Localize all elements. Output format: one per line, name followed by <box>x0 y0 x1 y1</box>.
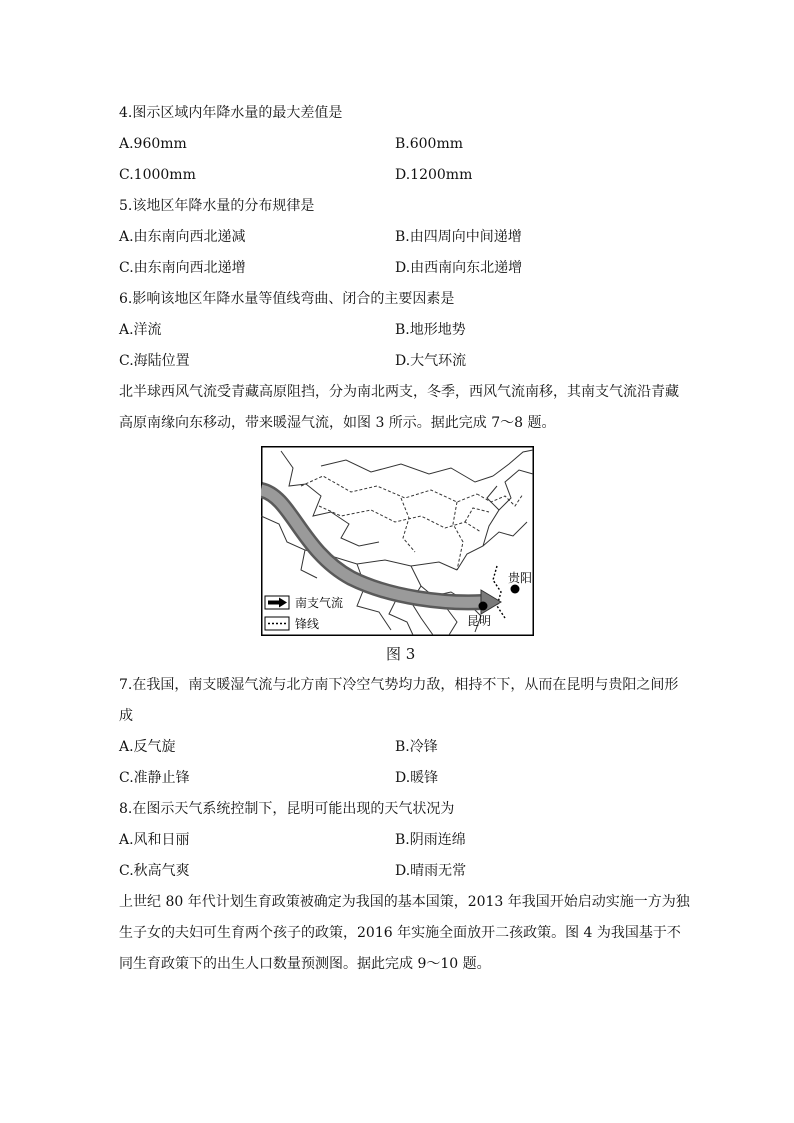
q7-option-b: B.冷锋 <box>395 739 438 755</box>
intro-7-8-line-1: 北半球西风气流受青藏高原阻挡，分为南北两支，冬季，西风气流南移，其南支气流沿青藏 <box>119 384 679 400</box>
q6-option-a: A.洋流 <box>119 322 162 338</box>
q8-option-b: B.阴雨连绵 <box>395 832 466 848</box>
q4-option-c: C.1000mm <box>119 167 196 183</box>
q8-option-c: C.秋高气爽 <box>119 863 190 879</box>
guiyang-dot <box>511 585 520 594</box>
question-5-stem: 5.该地区年降水量的分布规律是 <box>119 198 315 214</box>
q4-option-a: A.960mm <box>119 136 187 152</box>
q5-option-b: B.由四周向中间递增 <box>395 229 522 245</box>
q5-option-d: D.由西南向东北递增 <box>395 260 523 276</box>
city-guiyang-label: 贵阳 <box>508 571 533 585</box>
question-4-stem: 4.图示区域内年降水量的最大差值是 <box>119 105 343 121</box>
city-kunming-label: 昆明 <box>467 614 492 628</box>
figure-3-caption: 图 3 <box>386 645 416 663</box>
intro-9-10-line-3: 同生育政策下的出生人口数量预测图。据此完成 9～10 题。 <box>119 956 491 972</box>
q5-option-c: C.由东南向西北递增 <box>119 260 246 276</box>
q7-option-c: C.准静止锋 <box>119 770 190 786</box>
legend-airflow-label: 南支气流 <box>295 596 344 610</box>
question-7-stem-line-2: 成 <box>119 708 133 724</box>
intro-9-10-line-1: 上世纪 80 年代计划生育政策被确定为我国的基本国策，2013 年我国开始启动实施一方为独 <box>119 894 690 910</box>
q6-option-d: D.大气环流 <box>395 353 467 369</box>
legend-front-label: 锋线 <box>295 617 320 631</box>
q8-option-d: D.晴雨无常 <box>395 863 467 879</box>
figure-3-map <box>261 446 534 636</box>
question-7-stem-line-1: 7.在我国，南支暖湿气流与北方南下冷空气势均力敌，相持不下，从而在昆明与贵阳之间形 <box>119 677 679 693</box>
q4-option-d: D.1200mm <box>395 167 473 183</box>
question-8-stem: 8.在图示天气系统控制下，昆明可能出现的天气状况为 <box>119 801 455 817</box>
intro-9-10-line-2: 生子女的夫妇可生育两个孩子的政策，2016 年实施全面放开二孩政策。图 4 为我国基于不 <box>119 925 681 941</box>
intro-7-8-line-2: 高原南缘向东移动，带来暖湿气流，如图 3 所示。据此完成 7～8 题。 <box>119 415 556 431</box>
q4-option-b: B.600mm <box>395 136 464 152</box>
q6-option-c: C.海陆位置 <box>119 353 190 369</box>
q7-option-a: A.反气旋 <box>119 739 176 755</box>
q6-option-b: B.地形地势 <box>395 322 466 338</box>
q7-option-d: D.暖锋 <box>395 770 439 786</box>
question-6-stem: 6.影响该地区年降水量等值线弯曲、闭合的主要因素是 <box>119 291 455 307</box>
q5-option-a: A.由东南向西北递减 <box>119 229 246 245</box>
q8-option-a: A.风和日丽 <box>119 832 190 848</box>
kunming-dot <box>479 602 488 611</box>
